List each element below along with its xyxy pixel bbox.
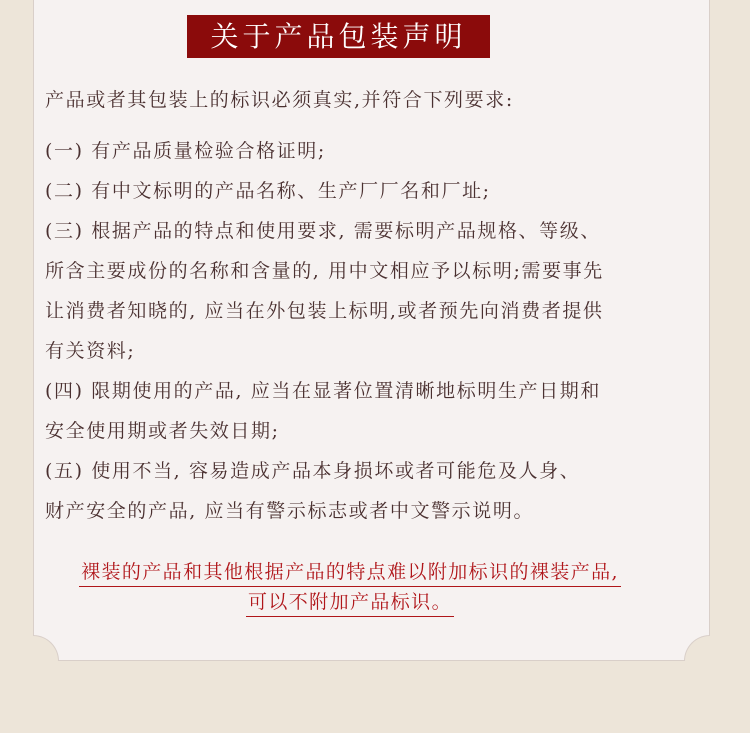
list-item: 安全使用期或者失效日期; <box>45 420 280 442</box>
list-item: (三) 根据产品的特点和使用要求, 需要标明产品规格、等级、 <box>45 220 601 242</box>
list-item: 财产安全的产品, 应当有警示标志或者中文警示说明。 <box>45 500 535 522</box>
exemption-note <box>45 558 655 618</box>
list-item: (二) 有中文标明的产品名称、生产厂厂名和厂址; <box>45 180 491 202</box>
exemption-note-line-1: 裸装的产品和其他根据产品的特点难以附加标识的裸装产品, <box>79 558 621 587</box>
list-item: 有关资料; <box>45 340 136 362</box>
card-corner-notch-left <box>33 635 59 661</box>
list-item: (一) 有产品质量检验合格证明; <box>45 140 326 162</box>
list-item: (五) 使用不当, 容易造成产品本身损坏或者可能危及人身、 <box>45 460 581 482</box>
exemption-note-line-2: 可以不附加产品标识。 <box>246 588 454 617</box>
intro-text: 产品或者其包装上的标识必须真实,并符合下列要求: <box>45 89 514 111</box>
page-title: 关于产品包装声明 <box>187 15 490 58</box>
requirements-list <box>45 131 665 531</box>
list-item: 让消费者知晓的, 应当在外包装上标明,或者预先向消费者提供 <box>45 300 604 322</box>
list-item: 所含主要成份的名称和含量的, 用中文相应予以标明;需要事先 <box>45 260 604 282</box>
card-corner-notch-right <box>684 635 710 661</box>
list-item: (四) 限期使用的产品, 应当在显著位置清晰地标明生产日期和 <box>45 380 601 402</box>
